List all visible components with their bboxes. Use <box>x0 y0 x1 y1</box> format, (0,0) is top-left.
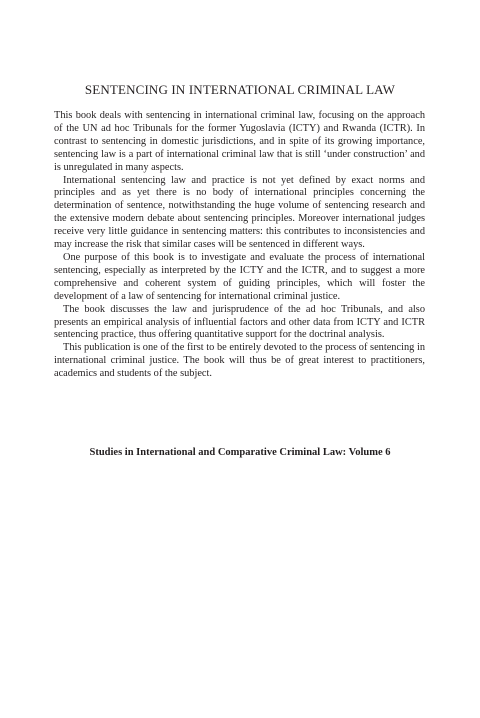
paragraph-3: One purpose of this book is to investigate and evaluate the process of international sentencing, especially as interpreted by the ICTY and the ICTR, and to suggest a more comprehensive and coherent system of guiding principles, which will foster the development of a law of sentencing for international criminal justice. <box>54 251 425 302</box>
paragraph-4: The book discusses the law and jurisprudence of the ad hoc Tribunals, and also presents an empirical analysis of influential factors and other data from ICTY and ICTR sentencing practice, thus offering quantitative support for the doctrinal analysis. <box>54 303 425 341</box>
series-title: Studies in International and Comparative Criminal Law: Volume 6 <box>89 447 391 458</box>
paragraph-2: International sentencing law and practice is not yet defined by exact norms and principles and as yet there is no body of international principles concerning the determination of sentence, notwithstanding the huge volume of sentencing research and the extensive modern debate about sentencing principles. Moreover international judges receive very little guidance in sentencing matters: this contributes to inconsistencies and may increase the risk that similar cases will be sentenced in different ways. <box>54 174 425 251</box>
blurb-text <box>54 110 425 381</box>
paragraph-1: This book deals with sentencing in international criminal law, focusing on the approach of the UN ad hoc Tribunals for the former Yugoslavia (ICTY) and Rwanda (ICTR). In contrast to sentencing in domestic jurisdictions, and in spite of its growing importance, sentencing law is a part of international criminal law that is still ‘under construction’ and is unregulated in many aspects. <box>54 110 425 173</box>
page-title: SENTENCING IN INTERNATIONAL CRIMINAL LAW <box>84 82 396 97</box>
paragraph-5: This publication is one of the first to be entirely devoted to the process of sentencing in international criminal justice. The book will thus be of great interest to practitioners, academics and students of the subject. <box>54 342 425 380</box>
